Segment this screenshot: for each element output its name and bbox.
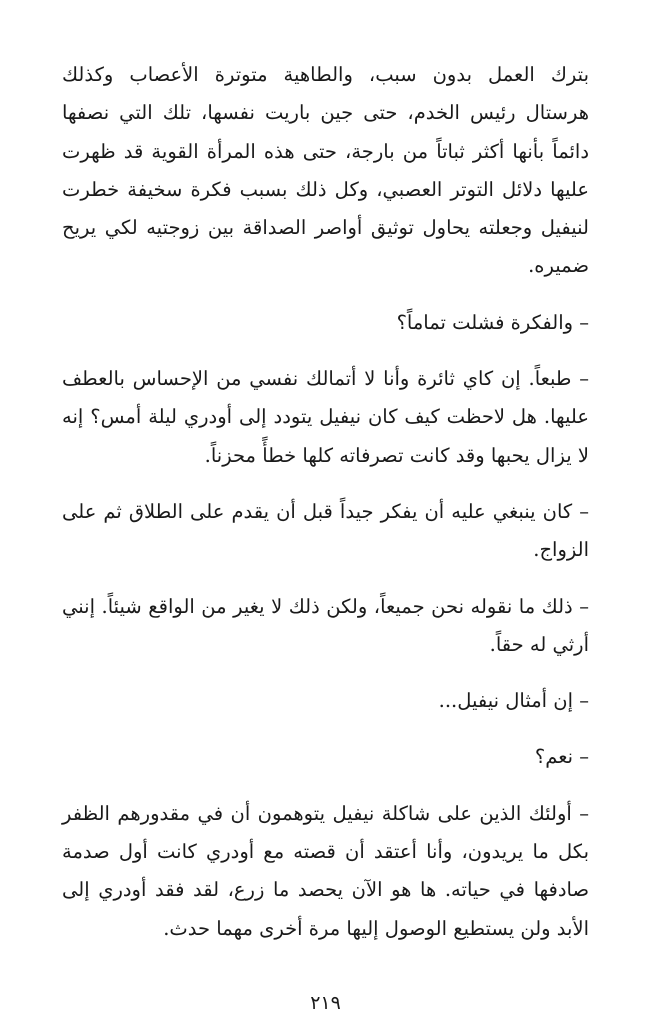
- page-number: ٢١٩: [310, 992, 341, 1014]
- paragraph-dialogue: – نعم؟: [534, 745, 589, 769]
- paragraph-dialogue: – إن أمثال نيفيل...: [438, 689, 589, 713]
- paragraph-dialogue: – ذلك ما نقوله نحن جميعاً، ولكن ذلك لا يغير من الواقع شيئاً. إنني أرثي له حقاً.: [62, 594, 589, 656]
- paragraph-narration: بترك العمل بدون سبب، والطاهية متوترة الأعصاب وكذلك هرستال رئيس الخدم، حتى جين باريت نفسها، تلك التي نصفها دائماً بأنها أكثر ثباتاً من بارجة، حتى هذه المرأة القوية قد ظهرت عليها دلائل التوتر العصبي، وكل ذلك بسبب فكرة سخيفة خطرت لنيفيل وجعلته يحاول توثيق أواصر الصداقة بين زوجتيه لكي يريح ضميره.: [62, 63, 589, 278]
- paragraph-dialogue: – كان ينبغي عليه أن يفكر جيداً قبل أن يقدم على الطلاق ثم على الزواج.: [62, 499, 589, 562]
- paragraph-dialogue: – والفكرة فشلت تماماً؟: [396, 310, 589, 334]
- paragraph-dialogue: – طبعاً. إن كاي ثائرة وأنا لا أتمالك نفسي من الإحساس بالعطف عليها. هل لاحظت كيف كان نيفيل يتودد إلى أودري ليلة أمس؟ إنه لا يزال يحبها وقد كانت تصرفاته كلها خطأً محزناً.: [62, 367, 589, 467]
- page-text: [62, 56, 589, 966]
- paragraph-dialogue: – أولئك الذين على شاكلة نيفيل يتوهمون أن في مقدورهم الظفر بكل ما يريدون، وأنا أعتقد أن قصته مع أودري كانت أول صدمة صادفها في حياته. ها هو الآن يحصد ما زرع، لقد فقد أودري إلى الأبد ولن يستطيع الوصول إليها مرة أخرى مهما حدث.: [62, 801, 589, 940]
